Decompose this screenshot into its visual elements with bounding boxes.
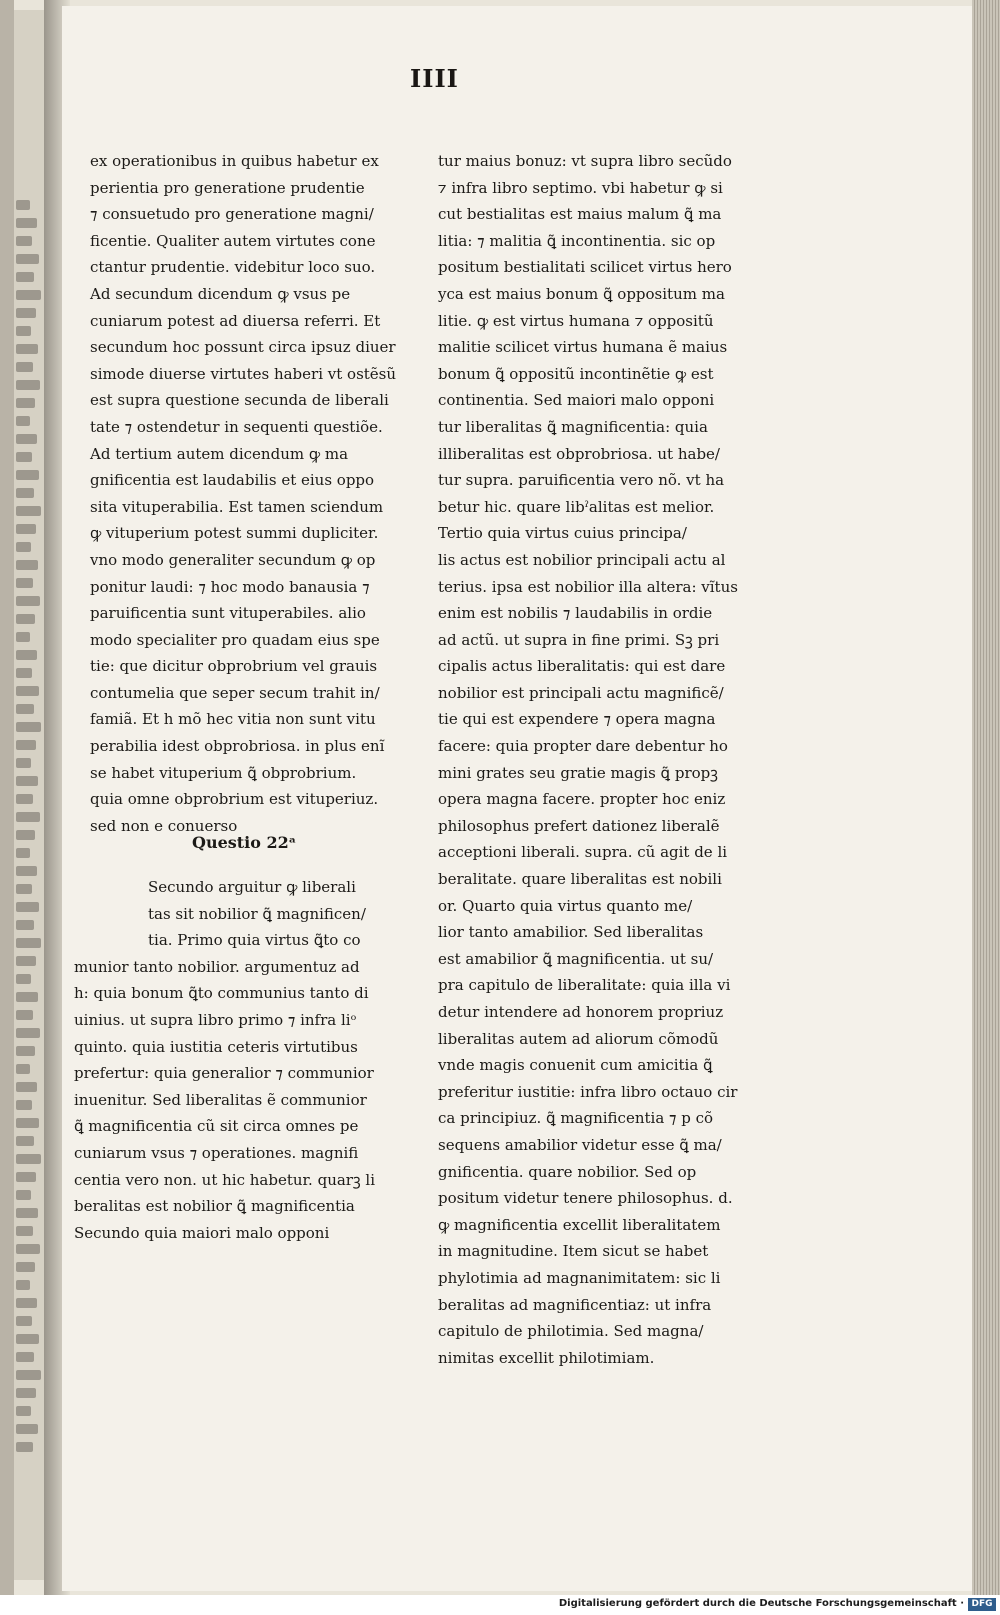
- text-line: ponitur laudi: ⁊ hoc modo banausia ⁊: [90, 577, 370, 596]
- facing-page-text-mark: [16, 902, 39, 912]
- text-line: cuniarum potest ad diuersa referri. Et: [90, 311, 381, 330]
- facing-page-text-mark: [16, 1010, 33, 1020]
- facing-page-text-mark: [16, 1316, 32, 1326]
- text-line: perientia pro generatione prudentie: [90, 178, 365, 197]
- text-line: vno modo generaliter secundum ꝙ op: [90, 550, 376, 569]
- text-line: tur maius bonuz: vt supra libro secũdo: [438, 152, 732, 170]
- facing-page-text-mark: [16, 236, 32, 246]
- text-line: famiã. Et h mõ hec vitia non sunt vitu: [90, 710, 376, 729]
- text-line: positum videtur tenere philosophus. d.: [438, 1189, 733, 1208]
- text-line: sita vituperabilia. Est tamen sciendum: [90, 497, 384, 516]
- folio-number: IIII: [410, 64, 459, 93]
- text-line: continentia. Sed maiori malo opponi: [438, 391, 715, 410]
- text-line: secundum hoc possunt circa ipsuz diuer: [90, 338, 396, 357]
- text-line: cuniarum vsus ⁊ operationes. magnifi: [74, 1143, 359, 1162]
- text-line: tia. Primo quia virtus ꝗ̃to co: [148, 931, 361, 950]
- text-line: sed non e conuerso: [90, 816, 238, 835]
- facing-page-text-mark: [16, 1190, 31, 1200]
- facing-page-text-mark: [16, 1046, 35, 1056]
- facing-page-text-mark: [16, 668, 32, 678]
- text-line: quia omne obprobrium est vituperiuz.: [90, 790, 379, 809]
- facing-page-text-mark: [16, 416, 30, 426]
- facing-page-text-mark: [16, 524, 36, 534]
- facing-page-text-mark: [16, 1118, 39, 1128]
- facing-page-text-mark: [16, 290, 41, 300]
- question-heading: Questio 22ᵃ: [192, 833, 297, 852]
- text-line: tie qui est expendere ⁊ opera magna: [438, 710, 716, 729]
- text-line: litia: ⁊ malitia ꝗ̃ incontinentia. sic op: [438, 231, 716, 250]
- text-line: beralitas est nobilior ꝗ̃ magnificentia: [74, 1197, 355, 1216]
- facing-page-text-mark: [16, 614, 35, 624]
- text-line: phylotimia ad magnanimitatem: sic li: [438, 1268, 721, 1287]
- text-line: ca principiuz. ꝗ̃ magnificentia ⁊ p cõ: [438, 1109, 714, 1128]
- text-line: illiberalitas est obprobriosa. ut habe/: [438, 444, 720, 463]
- text-line: beralitas ad magnificentiaz: ut infra: [438, 1295, 712, 1314]
- facing-page-text-mark: [16, 200, 30, 210]
- text-line: ꝗ̃ magnificentia cũ sit circa omnes pe: [74, 1117, 359, 1136]
- text-line: liberalitas autem ad aliorum cõmodũ: [438, 1029, 719, 1048]
- text-line: lis actus est nobilior principali actu al: [438, 550, 726, 569]
- facing-page-text-mark: [16, 866, 37, 876]
- text-line: Ad secundum dicendum ꝙ vsus pe: [90, 284, 351, 303]
- facing-page-text-mark: [16, 794, 33, 804]
- dfg-logo: DFG: [968, 1598, 996, 1611]
- facing-page-text-mark: [16, 218, 37, 228]
- text-line: ctantur prudentie. videbitur loco suo.: [90, 258, 376, 277]
- text-line: Ad tertium autem dicendum ꝙ ma: [90, 444, 349, 463]
- facing-page-text-mark: [16, 1172, 36, 1182]
- facing-page-text-mark: [16, 542, 31, 552]
- question-text: [74, 874, 404, 1246]
- text-line: munior tanto nobilior. argumentuz ad: [74, 957, 360, 976]
- text-line: enim est nobilis ⁊ laudabilis in ordie: [438, 604, 713, 623]
- facing-page-text-mark: [16, 596, 40, 606]
- text-line: gnificentia est laudabilis et eius oppo: [90, 471, 375, 490]
- text-line: prefertur: quia generalior ⁊ communior: [74, 1064, 374, 1083]
- facing-page-text-mark: [16, 938, 41, 948]
- facing-page-text-mark: [16, 758, 31, 768]
- text-line: ꝙ magnificentia excellit liberalitatem: [438, 1215, 721, 1234]
- text-line: ficentie. Qualiter autem virtutes cone: [90, 231, 376, 250]
- text-line: sequens amabilior videtur esse ꝗ̃ ma/: [438, 1135, 722, 1154]
- text-line: est supra questione secunda de liberali: [90, 391, 389, 410]
- text-line: philosophus prefert dationez liberalẽ: [438, 816, 720, 835]
- text-line: inuenitur. Sed liberalitas ẽ communior: [74, 1090, 367, 1109]
- facing-page-text-mark: [16, 434, 37, 444]
- text-line: mini grates seu gratie magis ꝗ̃ propꝫ: [438, 763, 718, 782]
- facing-page-text-mark: [16, 1424, 38, 1434]
- text-line: nobilior est principali actu magnificẽ/: [438, 683, 724, 702]
- text-line: contumelia que seper secum trahit in/: [90, 683, 380, 702]
- text-line: in magnitudine. Item sicut se habet: [438, 1242, 709, 1261]
- text-line: detur intendere ad honorem propriuz: [438, 1003, 724, 1021]
- facing-page-text-mark: [16, 632, 30, 642]
- facing-page-text-mark: [16, 506, 41, 516]
- facing-page-text-mark: [16, 254, 39, 264]
- facing-page-text-mark: [16, 722, 41, 732]
- facing-page-text-mark: [16, 812, 40, 822]
- text-line: acceptioni liberali. supra. cũ agit de li: [438, 843, 728, 862]
- facing-page-text-mark: [16, 326, 31, 336]
- facing-page-text-mark: [16, 1100, 32, 1110]
- text-line: ex operationibus in quibus habetur ex: [90, 152, 379, 170]
- text-line: positum bestialitati scilicet virtus hero: [438, 258, 732, 277]
- facing-page-text-mark: [16, 1352, 34, 1362]
- facing-page-text-mark: [16, 1298, 37, 1308]
- text-line: ⁊ consuetudo pro generatione magni/: [90, 205, 374, 224]
- text-line: Secundo quia maiori malo opponi: [74, 1223, 330, 1242]
- facing-page-text-mark: [16, 488, 34, 498]
- text-line: simode diuerse virtutes haberi vt ostẽsũ: [90, 364, 397, 383]
- facing-page-text-mark: [16, 362, 33, 372]
- text-line: uinius. ut supra libro primo ⁊ infra liᵒ: [74, 1010, 357, 1029]
- facing-page-text-mark: [16, 740, 36, 750]
- facing-page-text-mark: [16, 1370, 41, 1380]
- facing-page-text-mark: [16, 272, 34, 282]
- facing-page-text-mark: [16, 920, 34, 930]
- facing-page-text-mark: [16, 1244, 40, 1254]
- facing-page-text-mark: [16, 1028, 40, 1038]
- text-line: tur liberalitas ꝗ̃ magnificentia: quia: [438, 417, 708, 436]
- facing-page-text-mark: [16, 1064, 30, 1074]
- facing-page-text-mark: [16, 380, 40, 390]
- scanner-edge-left: [0, 0, 14, 1595]
- text-line: capitulo de philotimia. Sed magna/: [438, 1322, 704, 1341]
- text-line: cut bestialitas est maius malum ꝗ̃ ma: [438, 205, 722, 224]
- text-line: modo specialiter pro quadam eius spe: [90, 630, 380, 649]
- text-line: or. Quarto quia virtus quanto me/: [438, 896, 693, 915]
- text-line: betur hic. quare libˀalitas est melior.: [438, 497, 715, 516]
- facing-page-text-mark: [16, 470, 39, 480]
- text-line: beralitate. quare liberalitas est nobili: [438, 870, 722, 889]
- facing-page-text-mark: [16, 1334, 39, 1344]
- facing-page-text-mark: [16, 1136, 34, 1146]
- text-line: tas sit nobilior ꝗ̃ magnificen/: [148, 904, 366, 923]
- text-line: Tertio quia virtus cuius principa/: [438, 524, 687, 543]
- facing-page-text-mark: [16, 830, 35, 840]
- facing-page-text-mark: [16, 1226, 33, 1236]
- facing-page-text-mark: [16, 1154, 41, 1164]
- facing-page-fragment: [14, 10, 44, 1580]
- text-line: perabilia idest obprobriosa. in plus enĩ: [90, 737, 385, 756]
- text-line: facere: quia propter dare debentur ho: [438, 737, 728, 756]
- text-line: lior tanto amabilior. Sed liberalitas: [438, 923, 704, 942]
- text-line: est amabilior ꝗ̃ magnificentia. ut su/: [438, 949, 714, 968]
- facing-page-text-mark: [16, 1082, 37, 1092]
- facing-page-text-mark: [16, 1406, 31, 1416]
- text-line: yca est maius bonum ꝗ̃ oppositum ma: [438, 284, 725, 303]
- text-line: terius. ipsa est nobilior illa altera: vĩtus: [438, 577, 738, 596]
- facing-page-text-mark: [16, 848, 30, 858]
- facing-page-text-mark: [16, 776, 38, 786]
- text-line: h: quia bonum ꝗ̃to communius tanto di: [74, 984, 369, 1003]
- text-line: ⁊ infra libro septimo. vbi habetur ꝙ si: [438, 178, 723, 197]
- facing-page-text-mark: [16, 1280, 30, 1290]
- text-line: preferitur iustitie: infra libro octauo cir: [438, 1082, 738, 1101]
- facing-page-text-mark: [16, 398, 35, 408]
- facing-page-text-mark: [16, 686, 39, 696]
- facing-page-text-mark: [16, 992, 38, 1002]
- text-line: ad actũ. ut supra in fine primi. Sꝫ pri: [438, 630, 720, 649]
- text-line: ꝙ vituperium potest summi dupliciter.: [90, 524, 379, 543]
- text-line: Secundo arguitur ꝙ liberali: [148, 878, 356, 896]
- text-line: bonum ꝗ̃ oppositũ incontinẽtie ꝙ est: [438, 364, 714, 383]
- text-line: cipalis actus liberalitatis: qui est dare: [438, 657, 726, 676]
- page-edges: [972, 0, 1000, 1595]
- facing-page-text-mark: [16, 560, 38, 570]
- text-line: litie. ꝙ est virtus humana ⁊ oppositũ: [438, 311, 714, 330]
- text-line: centia vero non. ut hic habetur. quarꝫ li: [74, 1170, 375, 1189]
- facing-page-text-mark: [16, 884, 32, 894]
- funding-credit: Digitalisierung gefördert durch die Deutsche Forschungsgemeinschaft ·: [558, 1598, 964, 1609]
- facing-page-text-mark: [16, 1208, 38, 1218]
- text-line: nimitas excellit philotimiam.: [438, 1348, 655, 1367]
- text-line: vnde magis conuenit cum amicitia ꝗ̃: [438, 1056, 713, 1075]
- facing-page-text-mark: [16, 1442, 33, 1452]
- digitization-footer: [0, 1597, 1000, 1615]
- facing-page-text-mark: [16, 452, 32, 462]
- facing-page-text-mark: [16, 344, 38, 354]
- right-column-text: [438, 148, 768, 1371]
- facing-page-text-mark: [16, 578, 33, 588]
- text-line: pra capitulo de liberalitate: quia illa vi: [438, 976, 731, 995]
- text-line: tie: que dicitur obprobrium vel grauis: [90, 657, 378, 676]
- text-line: opera magna facere. propter hoc eniz: [438, 790, 726, 809]
- text-line: quinto. quia iustitia ceteris virtutibus: [74, 1037, 358, 1056]
- text-line: tate ⁊ ostendetur in sequenti questiõe.: [90, 417, 383, 436]
- left-column-text: [90, 148, 405, 839]
- text-line: tur supra. paruificentia vero nõ. vt ha: [438, 471, 725, 490]
- facing-page-text-mark: [16, 956, 36, 966]
- facing-page-text-mark: [16, 974, 31, 984]
- text-line: malitie scilicet virtus humana ẽ maius: [438, 338, 728, 357]
- text-line: gnificentia. quare nobilior. Sed op: [438, 1162, 697, 1181]
- text-line: se habet vituperium ꝗ̃ obprobrium.: [90, 763, 357, 782]
- facing-page-text-mark: [16, 1262, 35, 1272]
- facing-page-text-mark: [16, 650, 37, 660]
- text-line: paruificentia sunt vituperabiles. alio: [90, 604, 366, 623]
- facing-page-text-mark: [16, 308, 36, 318]
- facing-page-text-mark: [16, 1388, 36, 1398]
- facing-page-text-mark: [16, 704, 34, 714]
